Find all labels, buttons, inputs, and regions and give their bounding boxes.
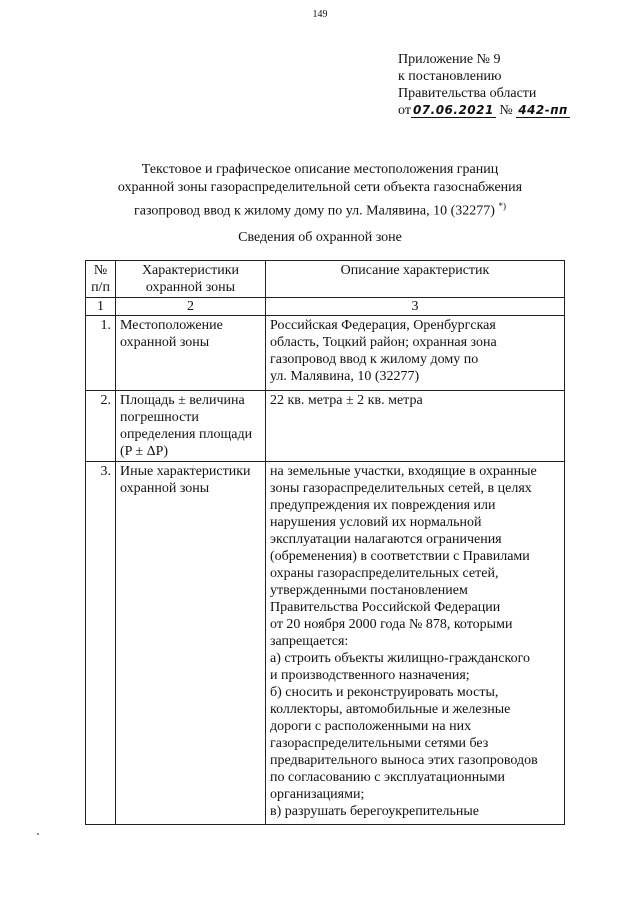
header-characteristic: Характеристики охранной зоны	[116, 261, 266, 298]
description-line: в) разрушать берегоукрепительные	[270, 804, 480, 819]
column-number-row	[86, 298, 565, 316]
header-num: № п/п	[86, 261, 116, 298]
number-sign: №	[499, 103, 513, 118]
description-line: по согласованию с эксплуатационными	[270, 770, 505, 785]
description-line: ул. Малявина, 10 (32277)	[270, 369, 420, 384]
description-line: коллекторы, автомобильные и железные	[270, 702, 511, 717]
description-line: б) сносить и реконструировать мосты,	[270, 685, 499, 700]
section-title: Сведения об охранной зоне	[238, 230, 402, 245]
description-line: (обременения) в соответствии с Правилами	[270, 549, 530, 564]
column-number: 2	[116, 298, 266, 316]
title-line-3	[90, 197, 550, 221]
footnote-mark: *)	[498, 201, 506, 211]
row-number: 1.	[86, 316, 116, 391]
header-description: Описание характеристик	[266, 261, 565, 298]
description-line: газопровод ввод к жилому дому по	[270, 352, 479, 367]
description-line: охраны газораспределительных сетей,	[270, 566, 499, 581]
handwritten-number: 442-пп	[518, 103, 568, 117]
title-line-2: охранной зоны газораспределительной сети объекта газоснабжения	[117, 180, 523, 195]
table-row	[86, 462, 565, 825]
row-description	[266, 391, 565, 462]
row-number: 3.	[86, 462, 116, 825]
row-description	[266, 462, 565, 825]
title-line-3-text: газопровод ввод к жилому дому по ул. Малявина, 10 (32277)	[134, 203, 495, 219]
title-line-1: Текстовое и графическое описание местоположения границ	[141, 162, 499, 177]
document-title	[90, 161, 550, 221]
description-line: на земельные участки, входящие в охранные	[270, 464, 537, 479]
appendix-title: Приложение № 9	[398, 52, 501, 67]
description-line: газораспределительными сетями без	[270, 736, 489, 751]
page-number: 149	[312, 9, 328, 20]
description-line: нарушения условий их нормальной	[270, 515, 482, 530]
description-line: 22 кв. метра ± 2 кв. метра	[270, 393, 423, 408]
column-number: 3	[266, 298, 565, 316]
description-line: от 20 ноября 2000 года № 878, которыми	[270, 617, 513, 632]
row-characteristic: Площадь ± величина погрешности определения площади (P ± ΔP)	[116, 391, 266, 462]
description-line: запрещается:	[270, 634, 349, 649]
description-line: Российская Федерация, Оренбургская	[270, 318, 496, 333]
row-characteristic: Местоположение охранной зоны	[116, 316, 266, 391]
row-number: 2.	[86, 391, 116, 462]
table-row	[86, 391, 565, 462]
column-number: 1	[86, 298, 116, 316]
appendix-ref-line: к постановлению	[398, 69, 502, 84]
description-line: зоны газораспределительных сетей, в целях	[270, 481, 532, 496]
description-line: Правительства Российской Федерации	[270, 600, 501, 615]
description-line: утвержденными постановлением	[270, 583, 468, 598]
description-line: дороги с расположенными на них	[270, 719, 472, 734]
row-characteristic: Иные характеристики охранной зоны	[116, 462, 266, 825]
description-line: область, Тоцкий район; охранная зона	[270, 335, 497, 350]
handwritten-date: 07.06.2021	[412, 103, 494, 117]
date-prefix: от	[398, 103, 411, 118]
table-header-row	[86, 261, 565, 298]
zone-info-table	[85, 260, 565, 825]
description-line: организациями;	[270, 787, 365, 802]
description-line: предварительного выноса этих газопроводов	[270, 753, 538, 768]
row-description	[266, 316, 565, 391]
appendix-block	[398, 51, 570, 119]
scan-speck	[37, 833, 39, 835]
description-line: эксплуатации налагаются ограничения	[270, 532, 502, 547]
appendix-date-line	[398, 102, 570, 119]
description-line: и производственного назначения;	[270, 668, 470, 683]
appendix-authority: Правительства области	[398, 86, 537, 101]
description-line: предупреждения их повреждения или	[270, 498, 496, 513]
description-line: а) строить объекты жилищно-гражданского	[270, 651, 530, 666]
table-row	[86, 316, 565, 391]
